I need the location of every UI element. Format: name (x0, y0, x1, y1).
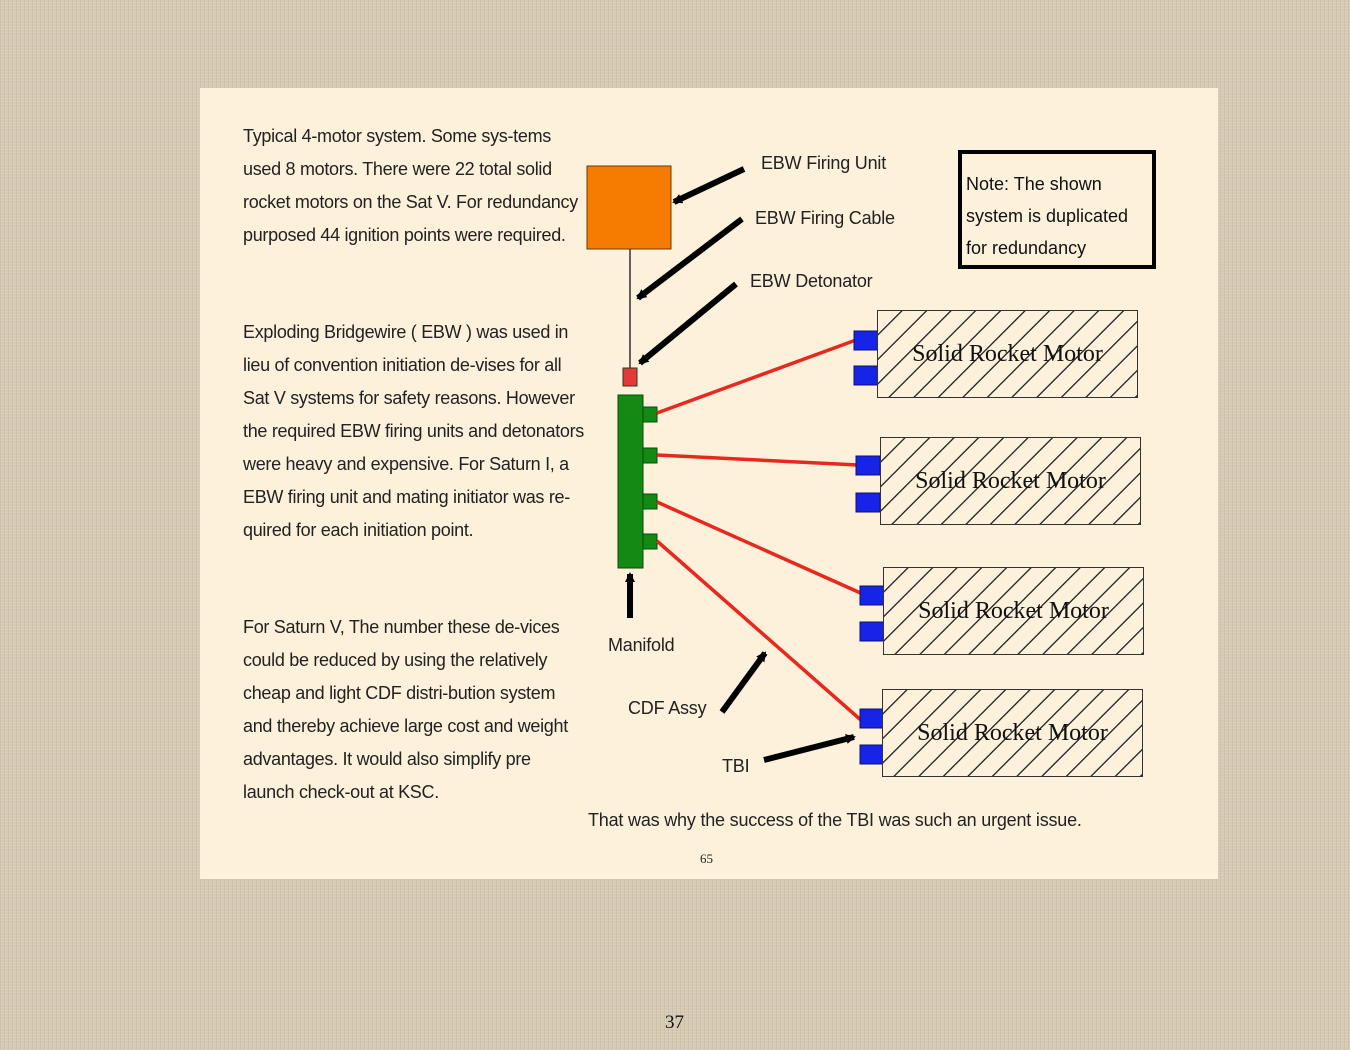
page-number: 37 (665, 1012, 684, 1033)
solid-rocket-motor-3 (883, 567, 1144, 655)
arrow-firing-unit (674, 169, 744, 202)
manifold-port-1 (643, 407, 657, 422)
tbi-motor-2-a (856, 456, 880, 475)
label-ebw-detonator: EBW Detonator (750, 271, 873, 291)
paragraph-ebw: Exploding Bridgewire ( EBW ) was used in lieu of convention initiation de-vises for all Sat V systems for safety reasons. However the required EBW firing units and detonators were heavy and expensive. For Saturn I, a EBW firing unit and mating initiator was re-quired for each initiation point. (243, 322, 584, 540)
paragraph-motor-system: Typical 4-motor system. Some sys-tems used 8 motors. There were 22 total solid rocket motors on the Sat V. For redundancy purposed 44 ignition points were required. (243, 126, 578, 245)
motor-label-1: Solid Rocket Motor (912, 340, 1103, 367)
ebw-firing-unit-box (587, 166, 671, 249)
label-manifold: Manifold (608, 635, 675, 655)
manifold-port-3 (643, 494, 657, 509)
cdf-line-2 (657, 455, 858, 465)
cdf-line-1 (657, 340, 856, 413)
cdf-line-3 (657, 502, 865, 595)
tbi-motor-1-b (854, 366, 878, 385)
solid-rocket-motor-1 (877, 310, 1138, 398)
note-line-3: for redundancy (966, 238, 1087, 258)
note-line-1: Note: The shown (966, 174, 1102, 194)
arrow-detonator (640, 284, 736, 363)
document-page (200, 88, 1218, 879)
redundancy-note (958, 150, 1156, 269)
tbi-motor-3-a (860, 586, 884, 605)
ebw-detonator (623, 368, 637, 386)
motor-label-3: Solid Rocket Motor (918, 597, 1109, 624)
motor-label-2: Solid Rocket Motor (915, 467, 1106, 494)
paragraph-saturn-v: For Saturn V, The number these de-vices could be reduced by using the relatively cheap and light CDF distri-bution system and thereby achieve large cost and weight advantages. It would also simplify pre launch check-out at KSC. (243, 617, 568, 802)
tbi-motor-2-b (856, 493, 880, 512)
tbi-motor-1-a (854, 331, 878, 350)
label-tbi: TBI (722, 756, 750, 776)
motor-label-4: Solid Rocket Motor (917, 719, 1108, 746)
manifold-port-4 (643, 534, 657, 549)
arrow-tbi (764, 737, 854, 760)
label-ebw-firing-unit: EBW Firing Unit (761, 153, 887, 173)
manifold-bar (618, 395, 643, 568)
label-ebw-firing-cable: EBW Firing Cable (755, 208, 895, 228)
solid-rocket-motor-4 (882, 689, 1143, 777)
tbi-motor-3-b (860, 622, 884, 641)
tbi-motor-4-a (860, 709, 884, 728)
diagram-caption: That was why the success of the TBI was such an urgent issue. (588, 810, 1082, 830)
note-line-2: system is duplicated (966, 206, 1129, 226)
cdf-line-4 (657, 541, 862, 721)
tbi-motor-4-b (860, 745, 884, 764)
manifold-port-2 (643, 448, 657, 463)
label-cdf-assy: CDF Assy (628, 698, 707, 718)
inner-page-number: 65 (700, 851, 713, 866)
arrow-cdf-assy (722, 653, 765, 712)
solid-rocket-motor-2 (880, 437, 1141, 525)
